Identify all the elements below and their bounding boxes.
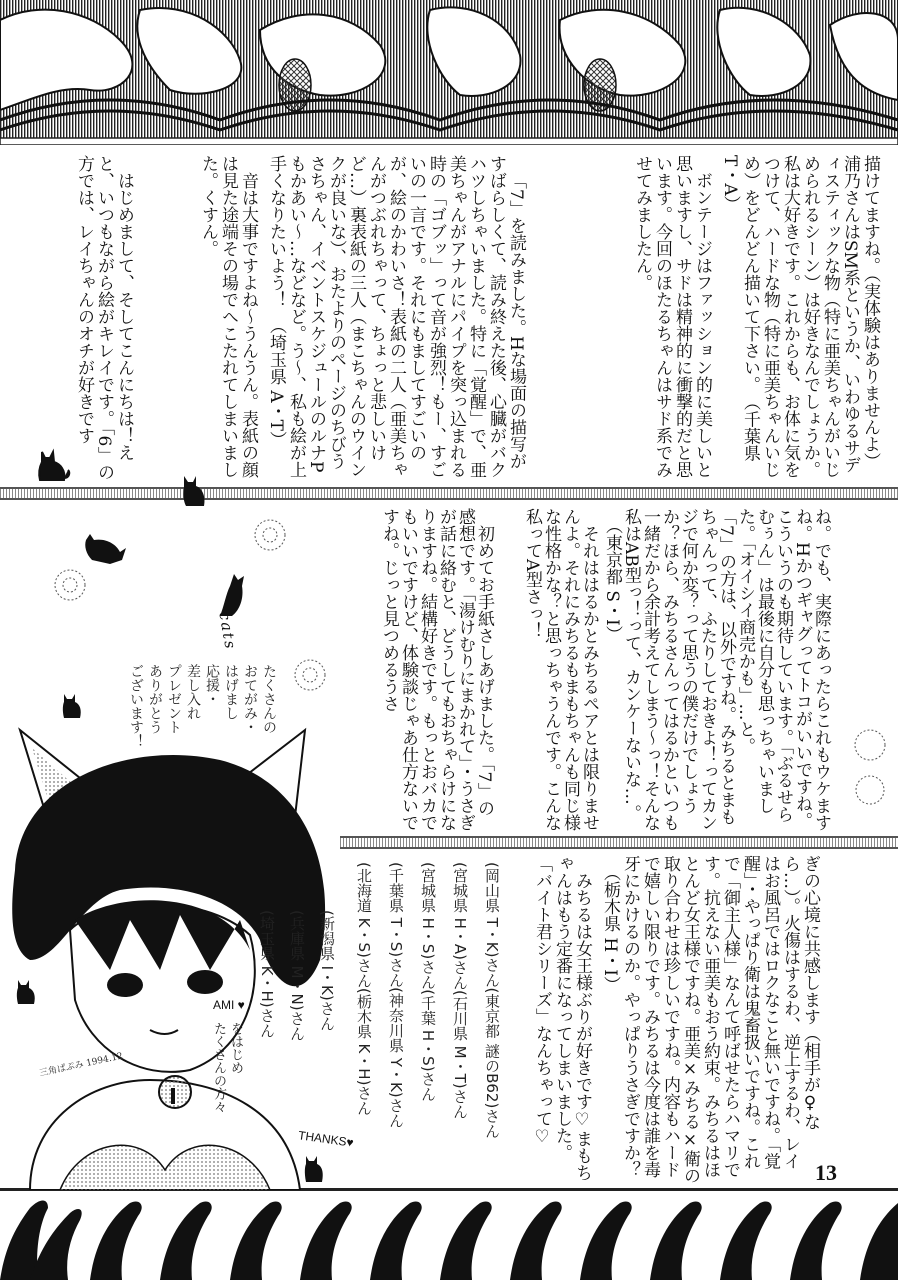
letter-text: 初めてお手紙さしあげました。「7」の感想です。「湯けむりにまかれて」・うさぎが話に絡むと、どうしてもおちゃらけになりますね。結構好きです。もっとおバカでもいいですけど、体験談じゃあ仕方ないですね。じっと見つめるうさ <box>379 508 494 831</box>
thanks-list <box>348 862 508 1188</box>
thanks-list-continued <box>252 910 342 1120</box>
cat-silhouette-icon <box>32 448 72 484</box>
cats-label: cats <box>215 610 240 652</box>
thanks-label: THANKS♥ <box>297 1128 355 1150</box>
ami-label: AMI ♥ <box>213 998 245 1012</box>
letter-paragraph <box>600 855 820 1185</box>
letter-signature: （千葉県 T・A） <box>720 155 760 461</box>
reply-text: みちるは女王様ぶりが好きです♡まもちゃんはもう定番になってしまいました。「バイト君シリーズ」なんちゃって♡ <box>532 855 592 1181</box>
bottom-ornamental-border <box>0 1188 898 1280</box>
letter-text: ぎの心境に共感します（相手が♀なら…）。火傷はするわ、逆上するわ、レイはお風呂ではロクなこと無いですね。「覚醒」・やっぱり衛は鬼畜扱いですね。これで「御主人様」なんて呼ばせたらハマリです。抗えない亜美もおう約束。みちるはほとんど女王様ですね。亜美×みちる×衛の取り合わせは珍しいですね。内容もハードで嬉しい限りです。みちるは今度は誰を毒牙にかけるのか。やっぱりうさぎですか？ <box>620 855 820 1184</box>
page-number: 13 <box>815 1160 837 1185</box>
note-line: たくさんの <box>261 664 277 734</box>
letter-text: 「7」の方は、以外ですね。みちるとまもちゃんって、ふたりしておきよ！ってカンジで何か変？って思うの僕だけでしょうか？ほら、みちるさんってはるかといつも一緒だから余計考えてしまう～っ！そんな私はAB型っ！って、カンケーないな…。 <box>621 508 736 831</box>
top-ornamental-border <box>0 0 898 145</box>
reply-text: それははるかとみちるペアとは限りませんよ。それにみちるもまもちゃんも同じ様な性格かな？と思っちゃうんです。こんな私ってA型さっ！ <box>522 508 599 831</box>
letter-paragraph <box>720 155 860 481</box>
closing-text: たくさんの方々 <box>211 1022 226 1113</box>
rose-decoration-icon <box>240 510 300 560</box>
reply-text: ボンテージはファッション的に美しいと思いますし、サドは精神的に衝撃的だと思います。今回のほたるちゃんはサド系でみせてみましたん。 <box>632 155 712 478</box>
letter-text: ね。でも、実際にあったらこれもウケますね。Hかつギャグってトコがいいですね。こういうのも期待しています。「ぶるせらむぅん」は最後に自分も思っちゃいました。「オイシイ商売かも」…と。 <box>735 508 831 831</box>
letter-hajimete <box>379 508 493 832</box>
note-line: 応援・ <box>204 664 220 706</box>
note-line: おてがみ・ <box>242 664 258 734</box>
letter-text: 描けてますね。（実体験はありませんよ） <box>860 155 880 470</box>
artist-signature: 三角ぱぷみ 1994.12 <box>38 1051 124 1079</box>
letter-text: 「7」を読みました。Hな場面の描写がすばらしくて、読み終えた後、心臓がバクハツしちゃいました。特に「覚醒」で、亜美ちゃんがアナルにパイプを突っ込まれる時の「ゴブッ」って音が強烈！もー、すごいの一言です。それにもましてすごいのが、絵のかわいさ！表紙の二人（亜美ちゃんがつぶれちゃって、ちょっと悲しいけど…）裏表紙の三人（まこちゃんのウインクが良いな）、おたよりのページのちびうさちゃん、イベントスケジュールのルナPもかあい～…などなど。う～、私も絵が上手くなりたいよう！ <box>266 155 526 478</box>
letter-text: 浦乃さんはSM系というか、いわゆるサディスティックな物（特に亜美ちゃんがいじめられるシーン）は好きなんでしょうか。私は大好きです。これからも、お体に気をつけて、ハードな物（特に亜美ちゃんいじめ）をどんどん描いて下さい。 <box>740 155 860 478</box>
letter-tochigi-hi <box>532 855 820 1185</box>
letter-text: はじめまして、そしてこんにちは！えと、いつもながら絵がキレイです。「6」の方では、レイちゃんのオチが好きです <box>74 155 134 481</box>
note-line: ありがとう <box>147 664 163 734</box>
letter-signature: （東京都 S・I） <box>602 516 622 643</box>
thanks-name: (新潟県 I・K)さん <box>318 910 336 1031</box>
note-line: プレゼント <box>166 664 182 734</box>
note-line: はげまし <box>223 664 239 720</box>
letter-paragraph <box>602 508 735 832</box>
handwritten-note <box>126 664 278 774</box>
letter-saitama-at <box>198 155 526 481</box>
closing-text: をはじめ <box>228 1022 243 1074</box>
thanks-closing <box>210 1022 244 1132</box>
letter-signature: （栃木県 H・I） <box>600 863 620 993</box>
rose-decoration-icon <box>840 720 898 810</box>
thanks-name: (岡山県 T・K)さん(東京都 謎のB62)さん <box>483 862 501 1139</box>
letter-tokyo-si <box>522 508 830 832</box>
cat-silhouette-icon <box>300 1152 330 1186</box>
thanks-name: (宮城県 H・A)さん(石川県 M・T)さん <box>451 862 469 1119</box>
thanks-name: (千葉県 T・S)さん(神奈川県 Y・K)さん <box>387 862 405 1128</box>
thanks-name: (北海道 K・S)さん(栃木県 K・H)さん <box>355 862 373 1116</box>
rose-decoration-icon <box>40 560 100 610</box>
letter-signature: （埼玉県 A・T） <box>266 316 286 448</box>
note-line: 差し入れ <box>185 664 201 720</box>
letter-paragraph <box>266 155 526 481</box>
letter-chiba-ta <box>632 155 880 481</box>
cat-silhouette-icon <box>12 976 42 1006</box>
reply-text: 音は大事ですよね～うんうん。表紙の顔は見た途端その場でへこたれてしまいました。くすん。 <box>198 155 258 478</box>
note-line: ございます！ <box>128 664 144 748</box>
thanks-name: (兵庫県 M・N)さん <box>288 910 306 1041</box>
section-divider-lower <box>340 836 898 849</box>
rose-decoration-icon <box>280 650 340 700</box>
thanks-name: (埼玉県 K・H)さん <box>258 910 276 1038</box>
section-divider-upper <box>0 487 898 500</box>
letter-hajimemashite <box>74 155 134 481</box>
thanks-name: (宮城県 H・S)さん(千葉 H・S)さん <box>419 862 437 1102</box>
cat-silhouette-icon <box>58 690 86 720</box>
